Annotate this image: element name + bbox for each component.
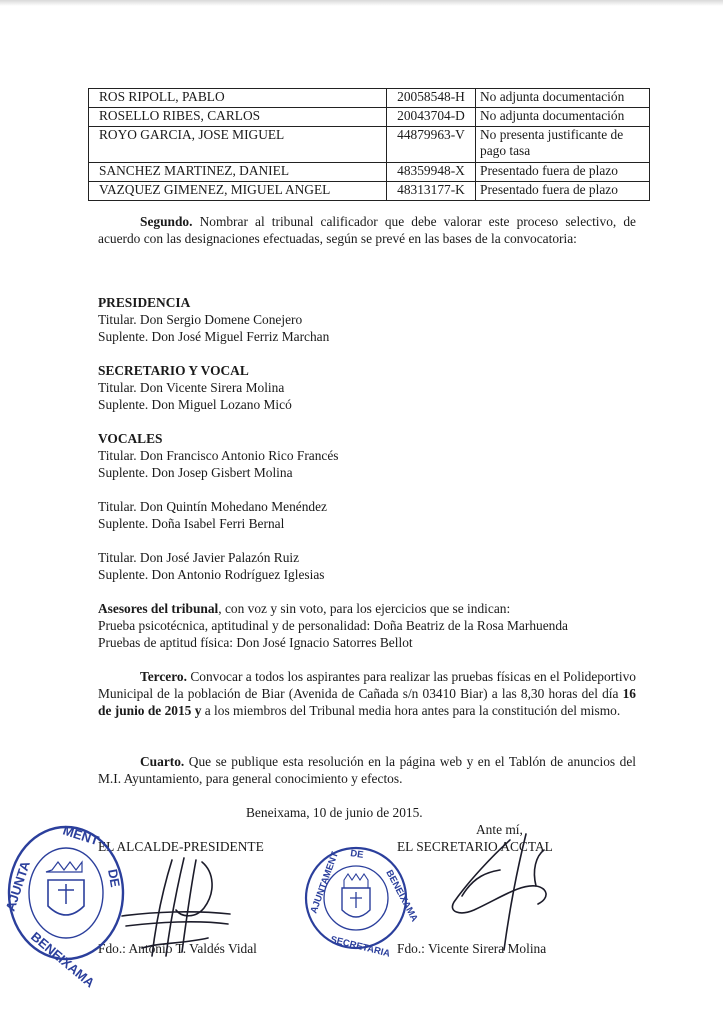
svg-text:DE: DE	[349, 848, 365, 861]
asesores-label: Asesores del tribunal	[98, 601, 219, 616]
candidate-dni: 20058548-H	[387, 89, 476, 108]
candidate-reason: No adjunta documentación	[476, 108, 650, 127]
vocal-titular: Titular. Don Quintín Mohedano Menéndez	[98, 499, 327, 514]
svg-text:DE: DE	[105, 867, 123, 889]
vocal-titular: Titular. Don José Javier Palazón Ruiz	[98, 550, 300, 565]
asesor-line: Pruebas de aptitud física: Don José Ignacio Satorres Bellot	[98, 635, 413, 650]
segundo-label: Segundo.	[140, 214, 193, 229]
table-row	[89, 108, 650, 127]
candidate-dni: 20043704-D	[387, 108, 476, 127]
vocal-titular: Titular. Don Francisco Antonio Rico Francés	[98, 448, 339, 463]
asesor-line: Prueba psicotécnica, aptitudinal y de personalidad: Doña Beatriz de la Rosa Marhuenda	[98, 618, 568, 633]
ante-mi: Ante mí,	[476, 822, 523, 837]
candidate-reason: Presentado fuera de plazo	[476, 182, 650, 201]
svg-text:BENEIXAMA: BENEIXAMA	[28, 928, 98, 991]
asesores-text: , con voz y sin voto, para los ejercicios que se indican:	[218, 601, 511, 616]
secretario-heading: SECRETARIO Y VOCAL	[98, 363, 249, 378]
candidate-name: ROS RIPOLL, PABLO	[89, 89, 387, 108]
secretaria-stamp	[300, 842, 420, 960]
table-row	[89, 89, 650, 108]
secretary-signature	[440, 826, 560, 956]
candidate-name: VAZQUEZ GIMENEZ, MIGUEL ANGEL	[89, 182, 387, 201]
candidate-dni: 48313177-K	[387, 182, 476, 201]
cuarto-text: Que se publique esta resolución en la página web y en el Tablón de anuncios del M.I. Ayuntamiento, para general conocimiento y efectos.	[98, 754, 636, 786]
candidate-reason: No presenta justificante de pago tasa	[476, 127, 650, 163]
candidate-name: SANCHEZ MARTINEZ, DANIEL	[89, 163, 387, 182]
candidate-name: ROYO GARCIA, JOSE MIGUEL	[89, 127, 387, 163]
secretario-titular: Titular. Don Vicente Sirera Molina	[98, 380, 285, 395]
presidencia-heading: PRESIDENCIA	[98, 295, 191, 310]
secretario-suplente: Suplente. Don Miguel Lozano Micó	[98, 397, 292, 412]
secretary-name: Fdo.: Vicente Sirera Molina	[397, 941, 547, 956]
vocal-suplente: Suplente. Doña Isabel Ferri Bernal	[98, 516, 285, 531]
tercero-text-end: a los miembros del Tribunal media hora antes para la constitución del mismo.	[201, 703, 621, 718]
table-row	[89, 182, 650, 201]
svg-text:SECRETARIA: SECRETARIA	[329, 934, 392, 960]
mayor-name: Fdo.: Antonio T. Valdés Vidal	[98, 941, 257, 956]
mayor-signature	[112, 852, 237, 962]
table-row	[89, 127, 650, 163]
candidate-name: ROSELLO RIBES, CARLOS	[89, 108, 387, 127]
asesores-intro	[98, 600, 510, 617]
presidencia-titular: Titular. Don Sergio Domene Conejero	[98, 312, 303, 327]
cuarto-paragraph	[98, 753, 636, 787]
vocales-heading: VOCALES	[98, 431, 163, 446]
vocal-suplente: Suplente. Don Josep Gisbert Molina	[98, 465, 293, 480]
secretary-title: EL SECRETARIO ACCTAL	[397, 839, 553, 854]
table-row	[89, 163, 650, 182]
svg-text:MENT: MENT	[61, 822, 101, 849]
place-date: Beneixama, 10 de junio de 2015.	[246, 805, 423, 820]
candidate-reason: Presentado fuera de plazo	[476, 163, 650, 182]
tercero-paragraph	[98, 668, 636, 719]
excluded-candidates-table	[88, 88, 650, 201]
tercero-label: Tercero.	[140, 669, 187, 684]
candidate-dni: 44879963-V	[387, 127, 476, 163]
scan-edge	[0, 0, 723, 6]
candidate-dni: 48359948-X	[387, 163, 476, 182]
cuarto-label: Cuarto.	[140, 754, 185, 769]
svg-text:AJUNTAMENT: AJUNTAMENT	[308, 850, 341, 916]
segundo-paragraph	[98, 213, 636, 247]
presidencia-suplente: Suplente. Don José Miguel Ferriz Marchan	[98, 329, 330, 344]
candidate-reason: No adjunta documentación	[476, 89, 650, 108]
segundo-text: Nombrar al tribunal calificador que debe valorar este proceso selectivo, de acuerdo con las designaciones efectuadas, según se prevé en las bases de la convocatoria:	[98, 214, 636, 246]
svg-text:BENEIXAMA: BENEIXAMA	[383, 868, 420, 924]
tercero-date: 16 de junio de 2015	[98, 686, 636, 718]
mayor-title: EL ALCALDE-PRESIDENTE	[98, 839, 264, 854]
tercero-text: Convocar a todos los aspirantes para realizar las pruebas físicas en el Polideportivo Municipal de la población de Biar (Avenida de Cañada s/n 03410 Biar) a las 8,30 horas del día	[98, 669, 636, 701]
svg-text:AJUNTA: AJUNTA	[2, 859, 33, 913]
tercero-y: y	[191, 703, 202, 718]
vocal-suplente: Suplente. Don Antonio Rodríguez Iglesias	[98, 567, 325, 582]
